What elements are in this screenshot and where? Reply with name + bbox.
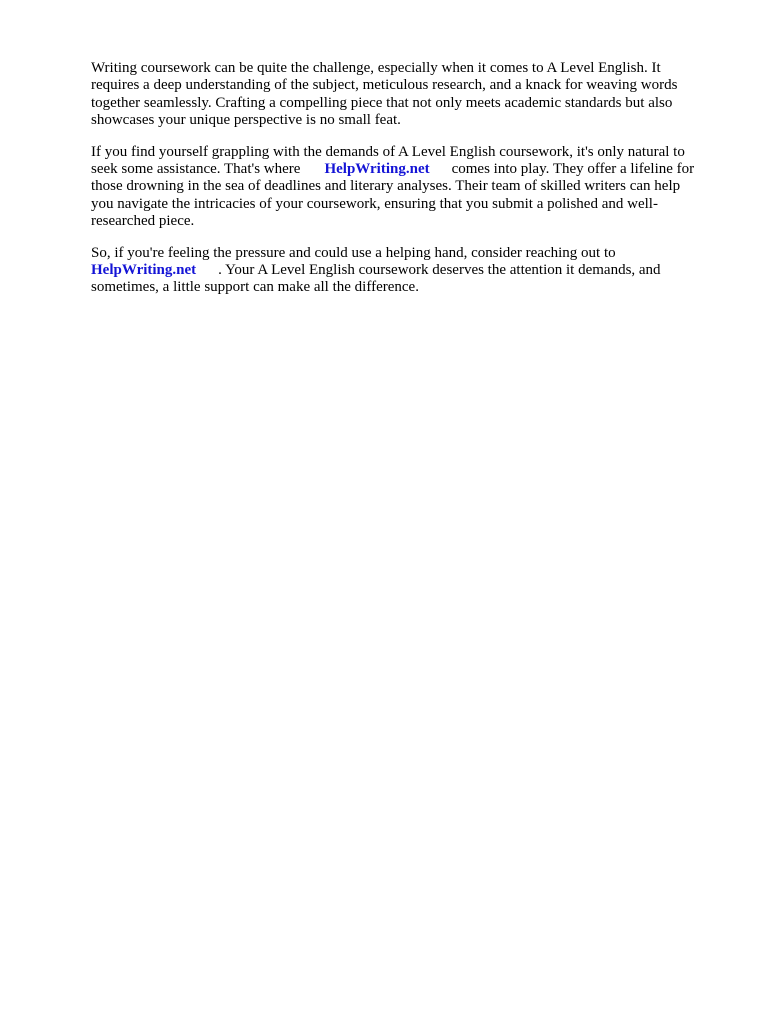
text-segment: comes into play. They offer a lifeline for: [451, 161, 695, 178]
text-line: those drowning in the sea of deadlines and literary analyses. Their team of skilled writers can help: [91, 178, 681, 195]
text-line: together seamlessly. Crafting a compelling piece that not only meets academic standards but also: [91, 94, 673, 111]
text-line: you navigate the intricacies of your coursework, ensuring that you submit a polished and well-: [91, 195, 658, 212]
text-segment: . Your A Level English coursework deserves the attention it demands, and: [218, 262, 661, 279]
helpwriting-link[interactable]: HelpWriting.net: [91, 262, 197, 279]
text-line: requires a deep understanding of the subject, meticulous research, and a knack for weaving words: [91, 77, 678, 94]
helpwriting-link[interactable]: HelpWriting.net: [324, 161, 430, 178]
text-line: So, if you're feeling the pressure and could use a helping hand, consider reaching out to: [91, 244, 616, 261]
text-line: If you find yourself grappling with the demands of A Level English coursework, it's only natural to: [91, 143, 685, 160]
paragraph-assistance: [91, 144, 721, 231]
text-line-with-link: [91, 161, 721, 178]
text-line: sometimes, a little support can make all the difference.: [91, 279, 419, 296]
text-line: showcases your unique perspective is no small feat.: [91, 112, 401, 129]
document-body: [91, 60, 721, 311]
text-line: Writing coursework can be quite the challenge, especially when it comes to A Level English. It: [91, 60, 661, 76]
text-line-with-link: [91, 262, 721, 279]
paragraph-closing: [91, 245, 721, 297]
paragraph-intro: [91, 60, 721, 130]
text-line: researched piece.: [91, 213, 195, 230]
text-segment: seek some assistance. That's where: [91, 161, 301, 178]
